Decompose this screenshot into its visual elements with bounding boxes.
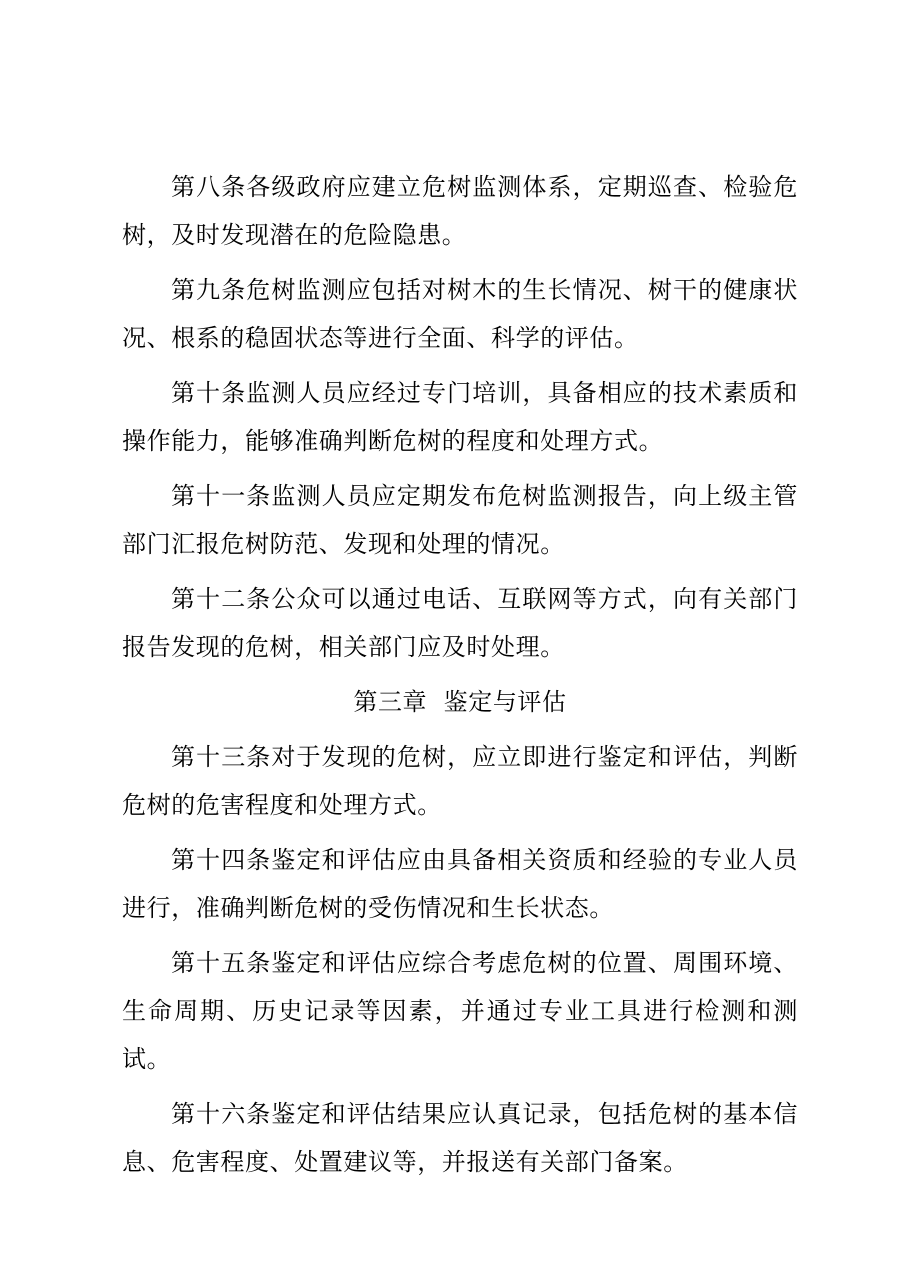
article-10-paragraph: 第十条监测人员应经过专门培训，具备相应的技术素质和操作能力，能够准确判断危树的程度和处理方式。 bbox=[122, 379, 798, 455]
article-15-paragraph: 第十五条鉴定和评估应综合考虑危树的位置、周围环境、生命周期、历史记录等因素，并通过专业工具进行检测和测试。 bbox=[122, 949, 798, 1073]
article-12-paragraph: 第十二条公众可以通过电话、互联网等方式，向有关部门报告发现的危树，相关部门应及时处理。 bbox=[122, 585, 798, 661]
article-13-paragraph: 第十三条对于发现的危树，应立即进行鉴定和评估，判断危树的危害程度和处理方式。 bbox=[122, 743, 798, 819]
article-9-paragraph: 第九条危树监测应包括对树木的生长情况、树干的健康状况、根系的稳固状态等进行全面、科学的评估。 bbox=[122, 276, 798, 352]
article-16-paragraph: 第十六条鉴定和评估结果应认真记录，包括危树的基本信息、危害程度、处置建议等，并报送有关部门备案。 bbox=[122, 1100, 798, 1176]
article-8-paragraph: 第八条各级政府应建立危树监测体系，定期巡查、检验危树，及时发现潜在的危险隐患。 bbox=[122, 173, 798, 249]
document-body bbox=[122, 163, 798, 1193]
article-11-paragraph: 第十一条监测人员应定期发布危树监测报告，向上级主管部门汇报危树防范、发现和处理的情况。 bbox=[122, 482, 798, 558]
chapter-heading: 第三章 鉴定与评估 bbox=[353, 688, 567, 716]
article-14-paragraph: 第十四条鉴定和评估应由具备相关资质和经验的专业人员进行，准确判断危树的受伤情况和生长状态。 bbox=[122, 846, 798, 922]
